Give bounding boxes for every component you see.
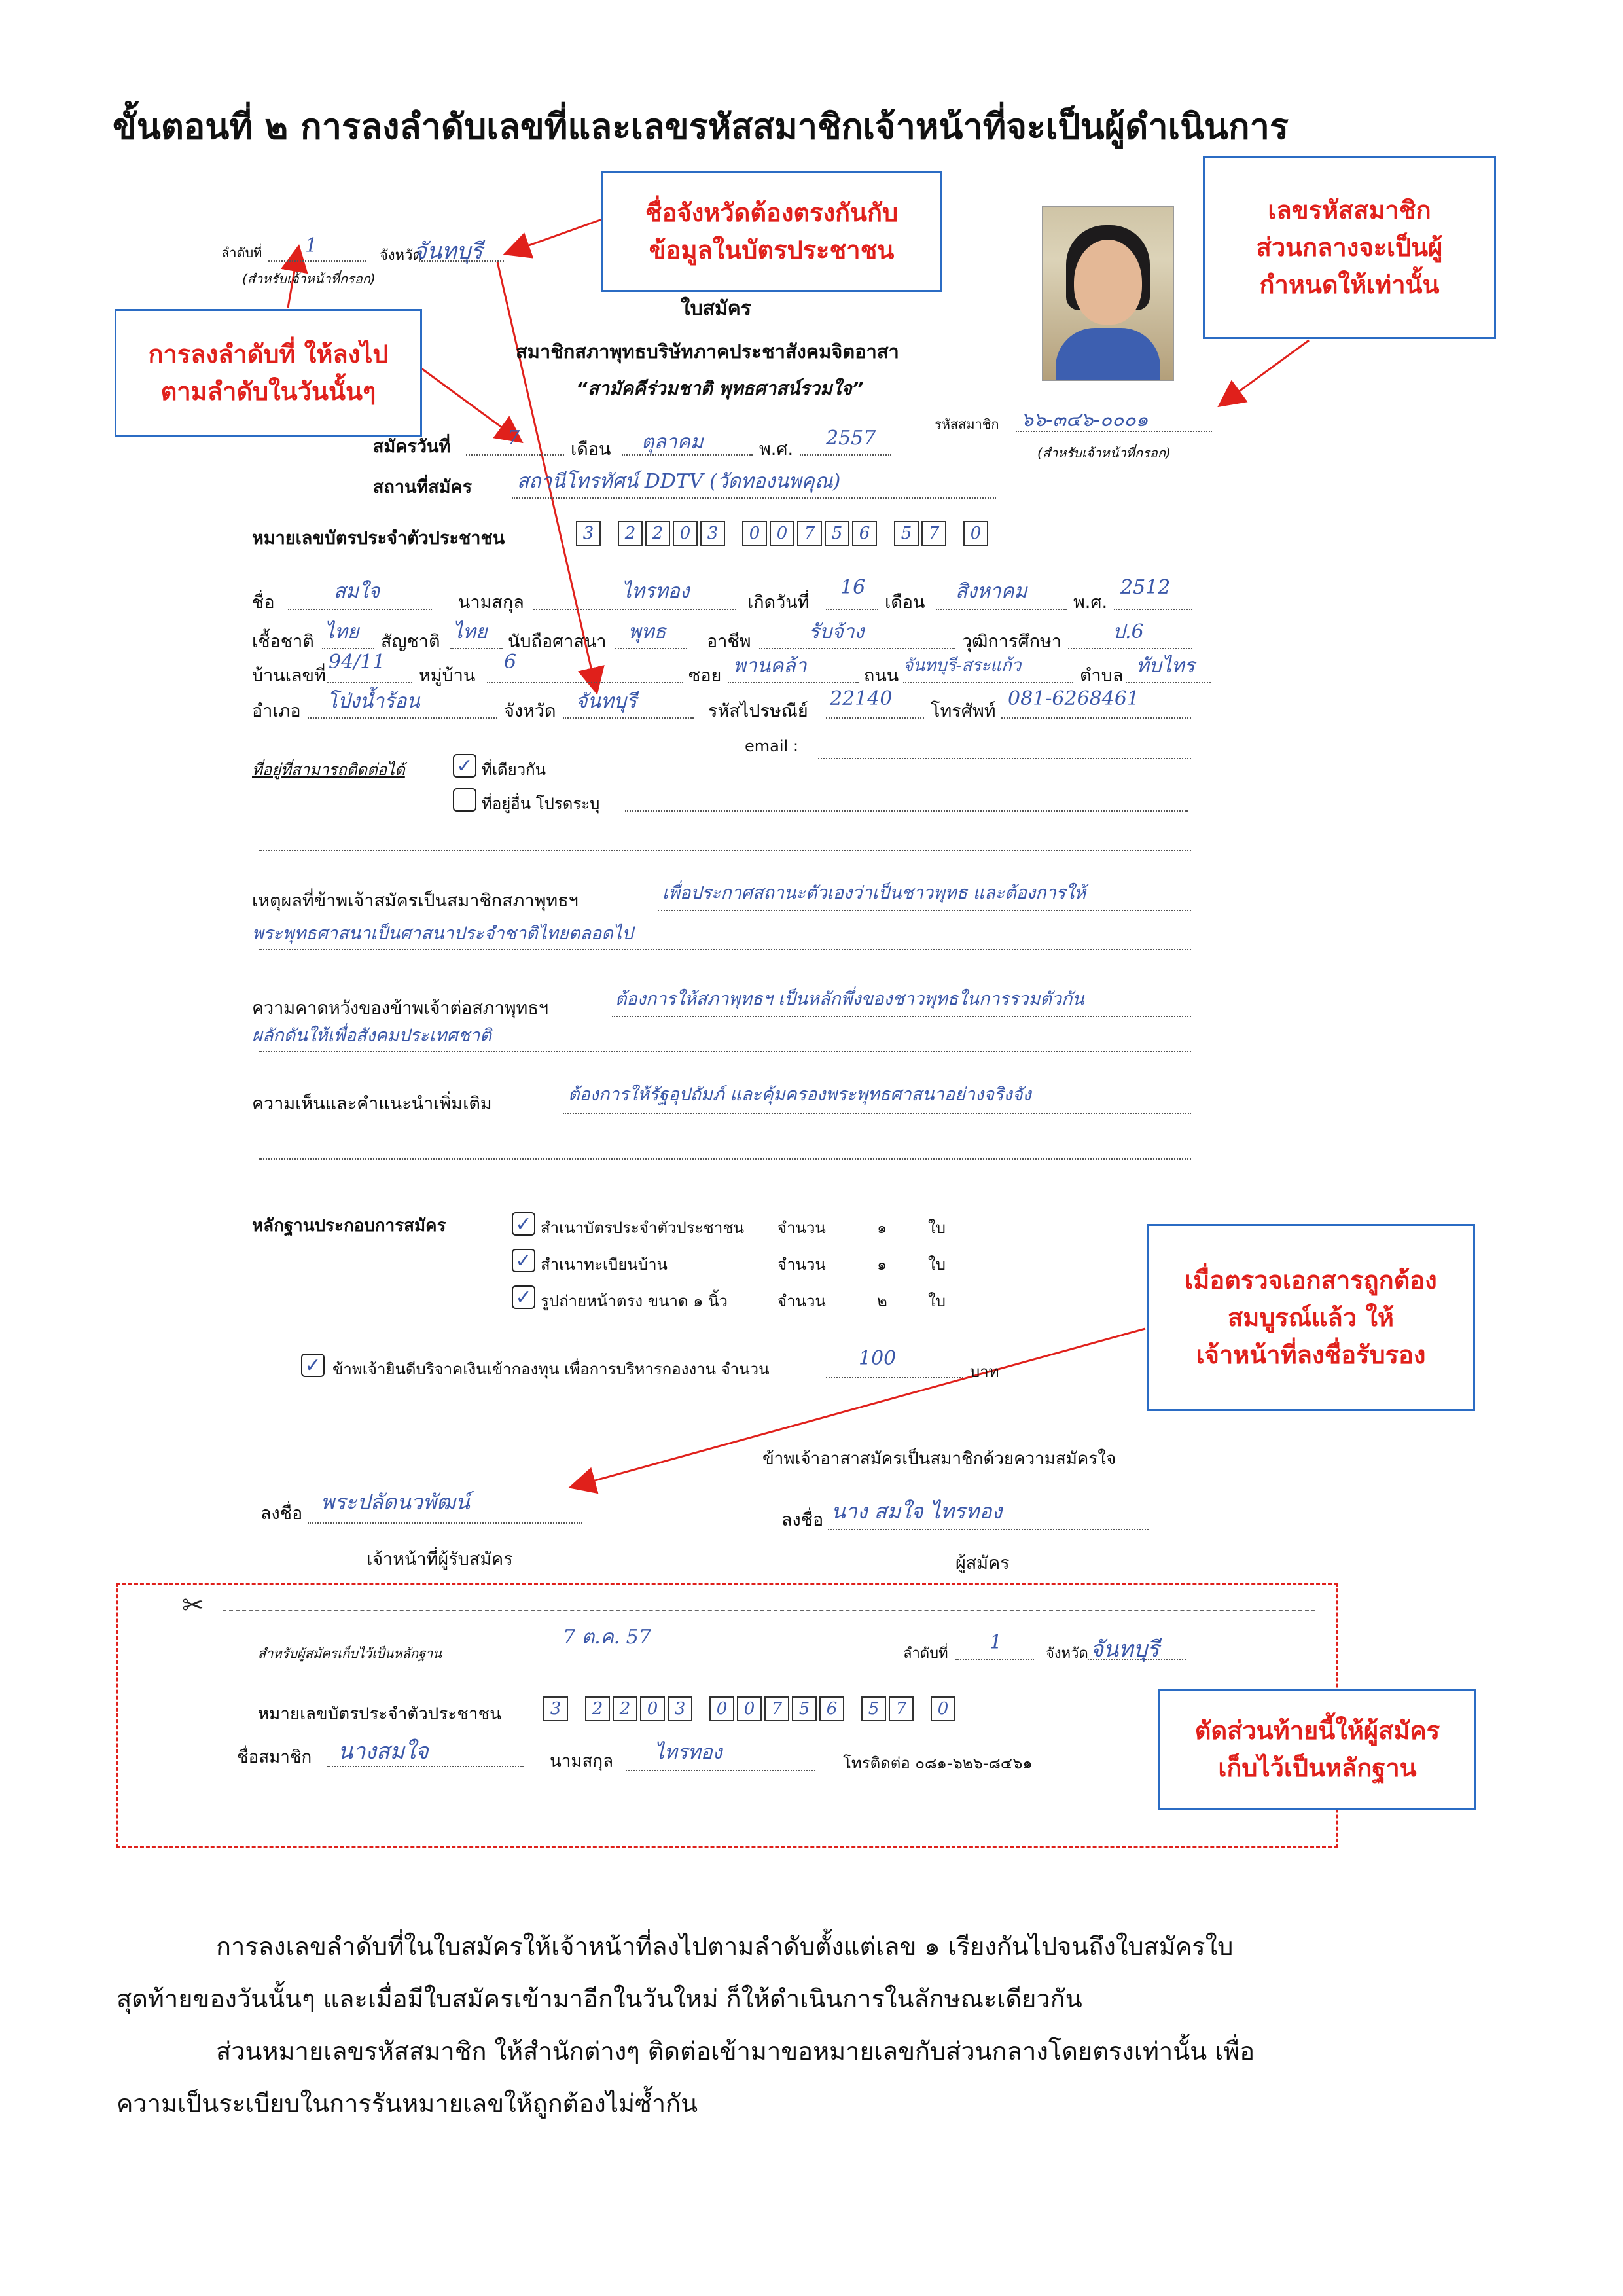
province-value[interactable]: จันทบุรี (414, 238, 483, 264)
id-digit[interactable]: 0 (770, 521, 794, 546)
donate-label: ข้าพเจ้ายินดีบริจาคเงินเข้ากองทุน เพื่อการบริหารกองงาน จำนวน (332, 1360, 770, 1378)
applicant-photo (1042, 206, 1174, 381)
id-digit[interactable]: 3 (576, 521, 601, 546)
photo-face (1074, 240, 1142, 325)
stub-id-digit[interactable]: 6 (819, 1696, 844, 1721)
callout-member-line2: ส่วนกลางจะเป็นผู้ (1256, 232, 1443, 262)
form-heading: ใบสมัคร (681, 297, 751, 320)
id-digit[interactable]: 5 (894, 521, 919, 546)
evidence-checkbox-1[interactable] (512, 1212, 535, 1236)
tambon-line (1126, 682, 1211, 683)
birth-day-line (826, 609, 878, 610)
reason-label: เหตุผลที่ข้าพเจ้าสมัครเป็นสมาชิกสภาพุทธฯ (252, 891, 579, 911)
id-digit[interactable]: 2 (618, 521, 643, 546)
evidence-qty: ๑ (877, 1255, 887, 1274)
comment-value-line1[interactable]: ต้องการให้รัฐอุปถัมภ์ และคุ้มครองพระพุทธศาสนาอย่างจริงจัง (568, 1085, 1031, 1105)
soi-line (728, 682, 859, 683)
race-label: เชื้อชาติ (252, 632, 314, 652)
id-digit[interactable]: 2 (645, 521, 670, 546)
callout-order (115, 309, 422, 437)
callout-member-code (1203, 156, 1496, 339)
expect-line2 (259, 1051, 1191, 1052)
evidence-checkbox-2[interactable] (512, 1249, 535, 1272)
contact-same-checkbox[interactable] (453, 754, 476, 778)
expect-value-line1[interactable]: ต้องการให้สภาพุทธฯ เป็นหลักพึ่งของชาวพุทธในการรวมตัวกัน (615, 989, 1084, 1009)
evidence-qty: ๑ (877, 1219, 887, 1237)
nationality-label: สัญชาติ (381, 632, 440, 652)
staff-role: เจ้าหน้าที่ผู้รับสมัคร (366, 1549, 513, 1570)
reason-value-line2[interactable]: พระพุทธศาสนาเป็นศาสนาประจำชาติไทยตลอดไป (252, 924, 633, 944)
birth-month-line (936, 609, 1067, 610)
id-digit[interactable]: 0 (673, 521, 698, 546)
place-value[interactable]: สถานีโทรทัศน์ DDTV (วัดทองนพคุณ) (517, 470, 841, 493)
comment-line2 (259, 1158, 1191, 1160)
stub-id-digit[interactable]: 3 (543, 1696, 568, 1721)
edu-label: วุฒิการศึกษา (962, 632, 1062, 652)
donate-line (826, 1377, 963, 1378)
callout-member-line1: เลขรหัสสมาชิก (1268, 195, 1431, 224)
arrow-order-date (419, 367, 517, 439)
birth-year-line (1114, 609, 1192, 610)
contact-label: ที่อยู่ที่สามารถติดต่อได้ (252, 761, 405, 779)
stub-id-digit[interactable]: 7 (764, 1696, 789, 1721)
name-value[interactable]: สมใจ (334, 580, 380, 603)
stub-province-value[interactable]: จันทบุรี (1090, 1636, 1160, 1662)
contact-other-line2[interactable] (259, 850, 1191, 851)
soi-value[interactable]: พานคล้า (733, 655, 807, 677)
stub-id-digit[interactable]: 0 (709, 1696, 734, 1721)
evidence-item-label: สำเนาทะเบียนบ้าน (541, 1255, 668, 1274)
birth-year-label: พ.ศ. (1073, 592, 1108, 613)
zip-value[interactable]: 22140 (830, 687, 893, 710)
stub-order-line (955, 1659, 1034, 1660)
stub-tel: โทรติดต่อ ๐๘๑-๖๒๖-๘๔๖๑ (843, 1754, 1033, 1772)
scissors-icon: ✂ (182, 1590, 204, 1621)
soi-label: ซอย (688, 666, 722, 686)
callout-province-line2: ข้อมูลในบัตรประชาชน (649, 236, 895, 264)
stub-name-label: ชื่อสมาชิก (237, 1748, 312, 1767)
tel-label: โทรศัพท์ (931, 701, 996, 721)
check-icon: ✓ (453, 754, 476, 778)
staff-sign-label: ลงชื่อ (260, 1503, 303, 1524)
religion-label: นับถือศาสนา (508, 632, 607, 652)
cut-line (223, 1610, 1315, 1611)
id-digit[interactable]: 3 (700, 521, 725, 546)
arrow-province-top (510, 219, 602, 252)
stub-id-digit[interactable]: 5 (861, 1696, 886, 1721)
checkbox-empty-icon (453, 788, 476, 812)
comment-label: ความเห็นและคำแนะนำเพิ่มเติม (252, 1094, 492, 1114)
stub-id-label: หมายเลขบัตรประจำตัวประชาชน (258, 1704, 501, 1724)
order-staff-note: (สำหรับเจ้าหน้าที่กรอก) (242, 271, 376, 287)
contact-other-checkbox[interactable] (453, 788, 476, 812)
id-digit[interactable]: 0 (742, 521, 767, 546)
id-digit[interactable]: 6 (852, 521, 877, 546)
arrow-member-code (1224, 340, 1309, 403)
place-label: สถานที่สมัคร (373, 477, 473, 497)
road-line (903, 682, 1073, 683)
apply-month[interactable]: ตุลาคม (641, 431, 704, 454)
paragraph-1-line2: สุดท้ายของวันนั้นๆ และเมื่อมีใบสมัครเข้ามาอีกในวันใหม่ ก็ให้ดำเนินการในลักษณะเดียวกัน (116, 1984, 1082, 2013)
stub-order-label: ลำดับที่ (903, 1645, 948, 1662)
callout-member-line3: กำหนดให้เท่านั้น (1259, 270, 1440, 299)
paragraph-2-line2: ความเป็นระเบียบในการรันหมายเลขให้ถูกต้องไม่ซ้ำกัน (116, 2089, 698, 2118)
place-line (512, 497, 996, 499)
expect-value-line2[interactable]: ผลักดันให้เพื่อสังคมประเทศชาติ (252, 1026, 491, 1046)
evidence-item-label: รูปถ่ายหน้าตรง ขนาด ๑ นิ้ว (541, 1292, 728, 1310)
apply-day-line (466, 454, 564, 456)
paragraph-2-line1: ส่วนหมายเลขรหัสสมาชิก ให้สำนักต่างๆ ติดต่อเข้ามาขอหมายเลขกับส่วนกลางโดยตรงเท่านั้น เพื่อ (216, 2037, 1255, 2066)
birth-month-label: เดือน (885, 592, 925, 613)
applicant-sign-line (828, 1529, 1149, 1530)
house-label: บ้านเลขที่ (252, 666, 326, 686)
apply-month-label: เดือน (571, 439, 611, 459)
contact-same-label: ที่เดียวกัน (482, 761, 546, 779)
id-label: หมายเลขบัตรประจำตัวประชาชน (252, 528, 505, 548)
stub-id-boxes[interactable] (543, 1696, 958, 1721)
birth-year[interactable]: 2512 (1120, 576, 1171, 599)
stub-id-digit[interactable]: 2 (585, 1696, 610, 1721)
id-digit[interactable]: 5 (825, 521, 849, 546)
motto: “สามัคคีร่วมชาติ พุทธศาสน์รวมใจ” (576, 378, 864, 399)
applicant-sign-label: ลงชื่อ (781, 1510, 824, 1530)
donate-checkbox[interactable] (301, 1354, 325, 1377)
job-value[interactable]: รับจ้าง (809, 620, 865, 643)
surname-value[interactable]: ไทรทอง (622, 580, 690, 603)
id-digit[interactable]: 7 (797, 521, 822, 546)
prov2-value[interactable]: จันทบุรี (576, 690, 637, 713)
callout-cut-line1: ตัดส่วนท้ายนี้ให้ผู้สมัคร (1194, 1716, 1440, 1745)
contact-other-label: ที่อยู่อื่น โปรดระบุ (482, 795, 600, 813)
evidence-label: หลักฐานประกอบการสมัคร (252, 1216, 446, 1236)
apply-year[interactable]: 2557 (826, 427, 876, 450)
stub-id-digit[interactable]: 0 (640, 1696, 665, 1721)
tambon-label: ตำบล (1080, 666, 1124, 686)
staff-signature[interactable]: พระปลัดนวพัฒน์ (321, 1490, 470, 1515)
page-title: ขั้นตอนที่ ๒ การลงลำดับเลขที่และเลขรหัสสมาชิกเจ้าหน้าที่จะเป็นผู้ดำเนินการ (113, 106, 1289, 147)
moo-value[interactable]: 6 (504, 651, 517, 673)
job-line (759, 648, 955, 649)
id-digit[interactable]: 0 (963, 521, 988, 546)
callout-province (601, 171, 942, 292)
house-line (327, 682, 412, 683)
birth-label: เกิดวันที่ (747, 592, 810, 613)
contact-other-line[interactable] (625, 810, 1188, 812)
job-label: อาชีพ (707, 632, 751, 652)
prov2-label: จังหวัด (504, 701, 556, 721)
member-code-note: (สำหรับเจ้าหน้าที่กรอก) (1037, 445, 1171, 461)
stub-surname-line (626, 1770, 815, 1771)
edu-value[interactable]: ป.6 (1113, 620, 1144, 643)
member-code-label: รหัสสมาชิก (935, 416, 999, 432)
surname-label: นามสกุล (458, 592, 524, 613)
callout-cut-line2: เก็บไว้เป็นหลักฐาน (1218, 1753, 1417, 1782)
moo-line (487, 682, 683, 683)
zip-line (826, 717, 924, 719)
tel-value[interactable]: 081-6268461 (1008, 687, 1140, 710)
amphoe-value[interactable]: โป่งน้ำร้อน (327, 690, 420, 713)
nationality-value[interactable]: ไทย (453, 620, 488, 643)
check-icon: ✓ (301, 1354, 325, 1377)
callout-verify-line3: เจ้าหน้าที่ลงชื่อรับรอง (1196, 1340, 1426, 1369)
tambon-value[interactable]: ทับไทร (1136, 655, 1195, 677)
prov2-line (563, 717, 694, 719)
paragraph-1-line1: การลงเลขลำดับที่ในใบสมัครให้เจ้าหน้าที่ลงไปตามลำดับตั้งแต่เลข ๑ เรียงกันไปจนถึงใบสมัครใบ (216, 1932, 1234, 1961)
stub-surname-label: นามสกุล (550, 1751, 614, 1771)
stub-order-value[interactable]: 1 (990, 1631, 1003, 1654)
birth-day[interactable]: 16 (840, 576, 866, 599)
donate-unit: บาท (970, 1363, 999, 1381)
check-icon: ✓ (512, 1212, 535, 1236)
road-label: ถนน (864, 666, 899, 686)
check-icon: ✓ (512, 1285, 535, 1309)
check-icon: ✓ (512, 1249, 535, 1272)
email-line[interactable] (818, 758, 1191, 759)
nationality-line (450, 648, 503, 649)
apply-day[interactable]: 7 (507, 427, 520, 450)
surname-line (533, 609, 736, 610)
evidence-qty-label: จำนวน (777, 1255, 826, 1274)
road-value[interactable]: จันทบุรี-สระแก้ว (903, 656, 1022, 675)
apply-date-label: สมัครวันที่ (373, 437, 451, 457)
stub-id-digit[interactable]: 0 (737, 1696, 762, 1721)
stub-id-digit[interactable]: 5 (792, 1696, 817, 1721)
callout-order-line1: การลงลำดับที่ ให้ลงไป (148, 340, 389, 368)
expect-label: ความคาดหวังของข้าพเจ้าต่อสภาพุทธฯ (252, 998, 548, 1018)
stub-id-digit[interactable]: 3 (668, 1696, 692, 1721)
reason-line1 (658, 910, 1191, 911)
apply-year-label: พ.ศ. (759, 439, 794, 459)
photo-body (1056, 328, 1160, 380)
evidence-checkbox-3[interactable] (512, 1285, 535, 1309)
org-name: สมาชิกสภาพุทธบริษัทภาคประชาสังคมจิตอาสา (516, 340, 899, 363)
evidence-item-label: สำเนาบัตรประจำตัวประชาชน (541, 1219, 745, 1237)
callout-order-line2: ตามลำดับในวันนั้นๆ (160, 377, 376, 406)
stub-id-digit[interactable]: 0 (931, 1696, 955, 1721)
applicant-signature[interactable]: นาง สมใจ ไทรทอง (831, 1499, 1003, 1524)
member-code-value[interactable]: ๖๖-๓๔๖-๐๐๐๑ (1021, 408, 1149, 431)
reason-line2 (259, 949, 1191, 950)
evidence-qty: ๒ (877, 1292, 887, 1310)
staff-sign-line (308, 1522, 582, 1524)
comment-line1 (563, 1113, 1191, 1114)
birth-month[interactable]: สิงหาคม (955, 580, 1027, 603)
stub-keep-label: สำหรับผู้สมัครเก็บไว้เป็นหลักฐาน (258, 1645, 442, 1661)
stub-id-digit[interactable]: 7 (889, 1696, 914, 1721)
email-label: email : (745, 737, 798, 755)
religion-line (615, 648, 687, 649)
evidence-qty-label: จำนวน (777, 1219, 826, 1237)
name-line (288, 609, 432, 610)
donate-value[interactable]: 100 (859, 1347, 897, 1370)
race-value[interactable]: ไทย (325, 620, 359, 643)
zip-label: รหัสไปรษณีย์ (708, 701, 808, 721)
callout-province-line1: ชื่อจังหวัดต้องตรงกันกับ (645, 198, 899, 227)
religion-value[interactable]: พุทธ (628, 620, 666, 643)
expect-line1 (612, 1016, 1191, 1017)
stub-surname-value[interactable]: ไทรทอง (654, 1741, 722, 1764)
edu-line (1068, 648, 1192, 649)
stub-id-digit[interactable]: 2 (613, 1696, 637, 1721)
evidence-unit: ใบ (928, 1219, 946, 1237)
callout-verify (1147, 1224, 1475, 1411)
house-value[interactable]: 94/11 (329, 651, 385, 673)
callout-verify-line1: เมื่อตรวจเอกสารถูกต้อง (1185, 1265, 1437, 1295)
evidence-unit: ใบ (928, 1292, 946, 1310)
stub-province-label: จังหวัด (1046, 1645, 1088, 1662)
tel-line (1001, 717, 1191, 719)
name-label: ชื่อ (252, 592, 275, 613)
evidence-qty-label: จำนวน (777, 1292, 826, 1310)
stub-date[interactable]: 7 ต.ค. 57 (563, 1626, 651, 1649)
apply-year-line (800, 454, 891, 456)
order-label: ลำดับที่ (221, 245, 262, 260)
callout-verify-line2: สมบูรณ์แล้ว ให้ (1228, 1302, 1394, 1332)
reason-value-line1[interactable]: เพื่อประกาศสถานะตัวเองว่าเป็นชาวพุทธ และต้องการให้ (662, 883, 1086, 903)
amphoe-label: อำเภอ (252, 701, 301, 721)
order-line (268, 260, 366, 262)
province-label: จังหวัด (380, 247, 422, 264)
id-digit[interactable]: 7 (921, 521, 946, 546)
evidence-unit: ใบ (928, 1255, 946, 1274)
moo-label: หมู่บ้าน (419, 666, 476, 686)
order-value[interactable]: 1 (305, 234, 318, 257)
callout-cut-stub (1158, 1689, 1476, 1810)
id-boxes[interactable] (576, 521, 991, 546)
stub-name-value[interactable]: นางสมใจ (338, 1738, 429, 1765)
consent-text: ข้าพเจ้าอาสาสมัครเป็นสมาชิกด้วยความสมัครใจ (762, 1449, 1116, 1469)
race-line (322, 648, 374, 649)
amphoe-line (308, 717, 497, 719)
applicant-role: ผู้สมัคร (955, 1553, 1010, 1573)
